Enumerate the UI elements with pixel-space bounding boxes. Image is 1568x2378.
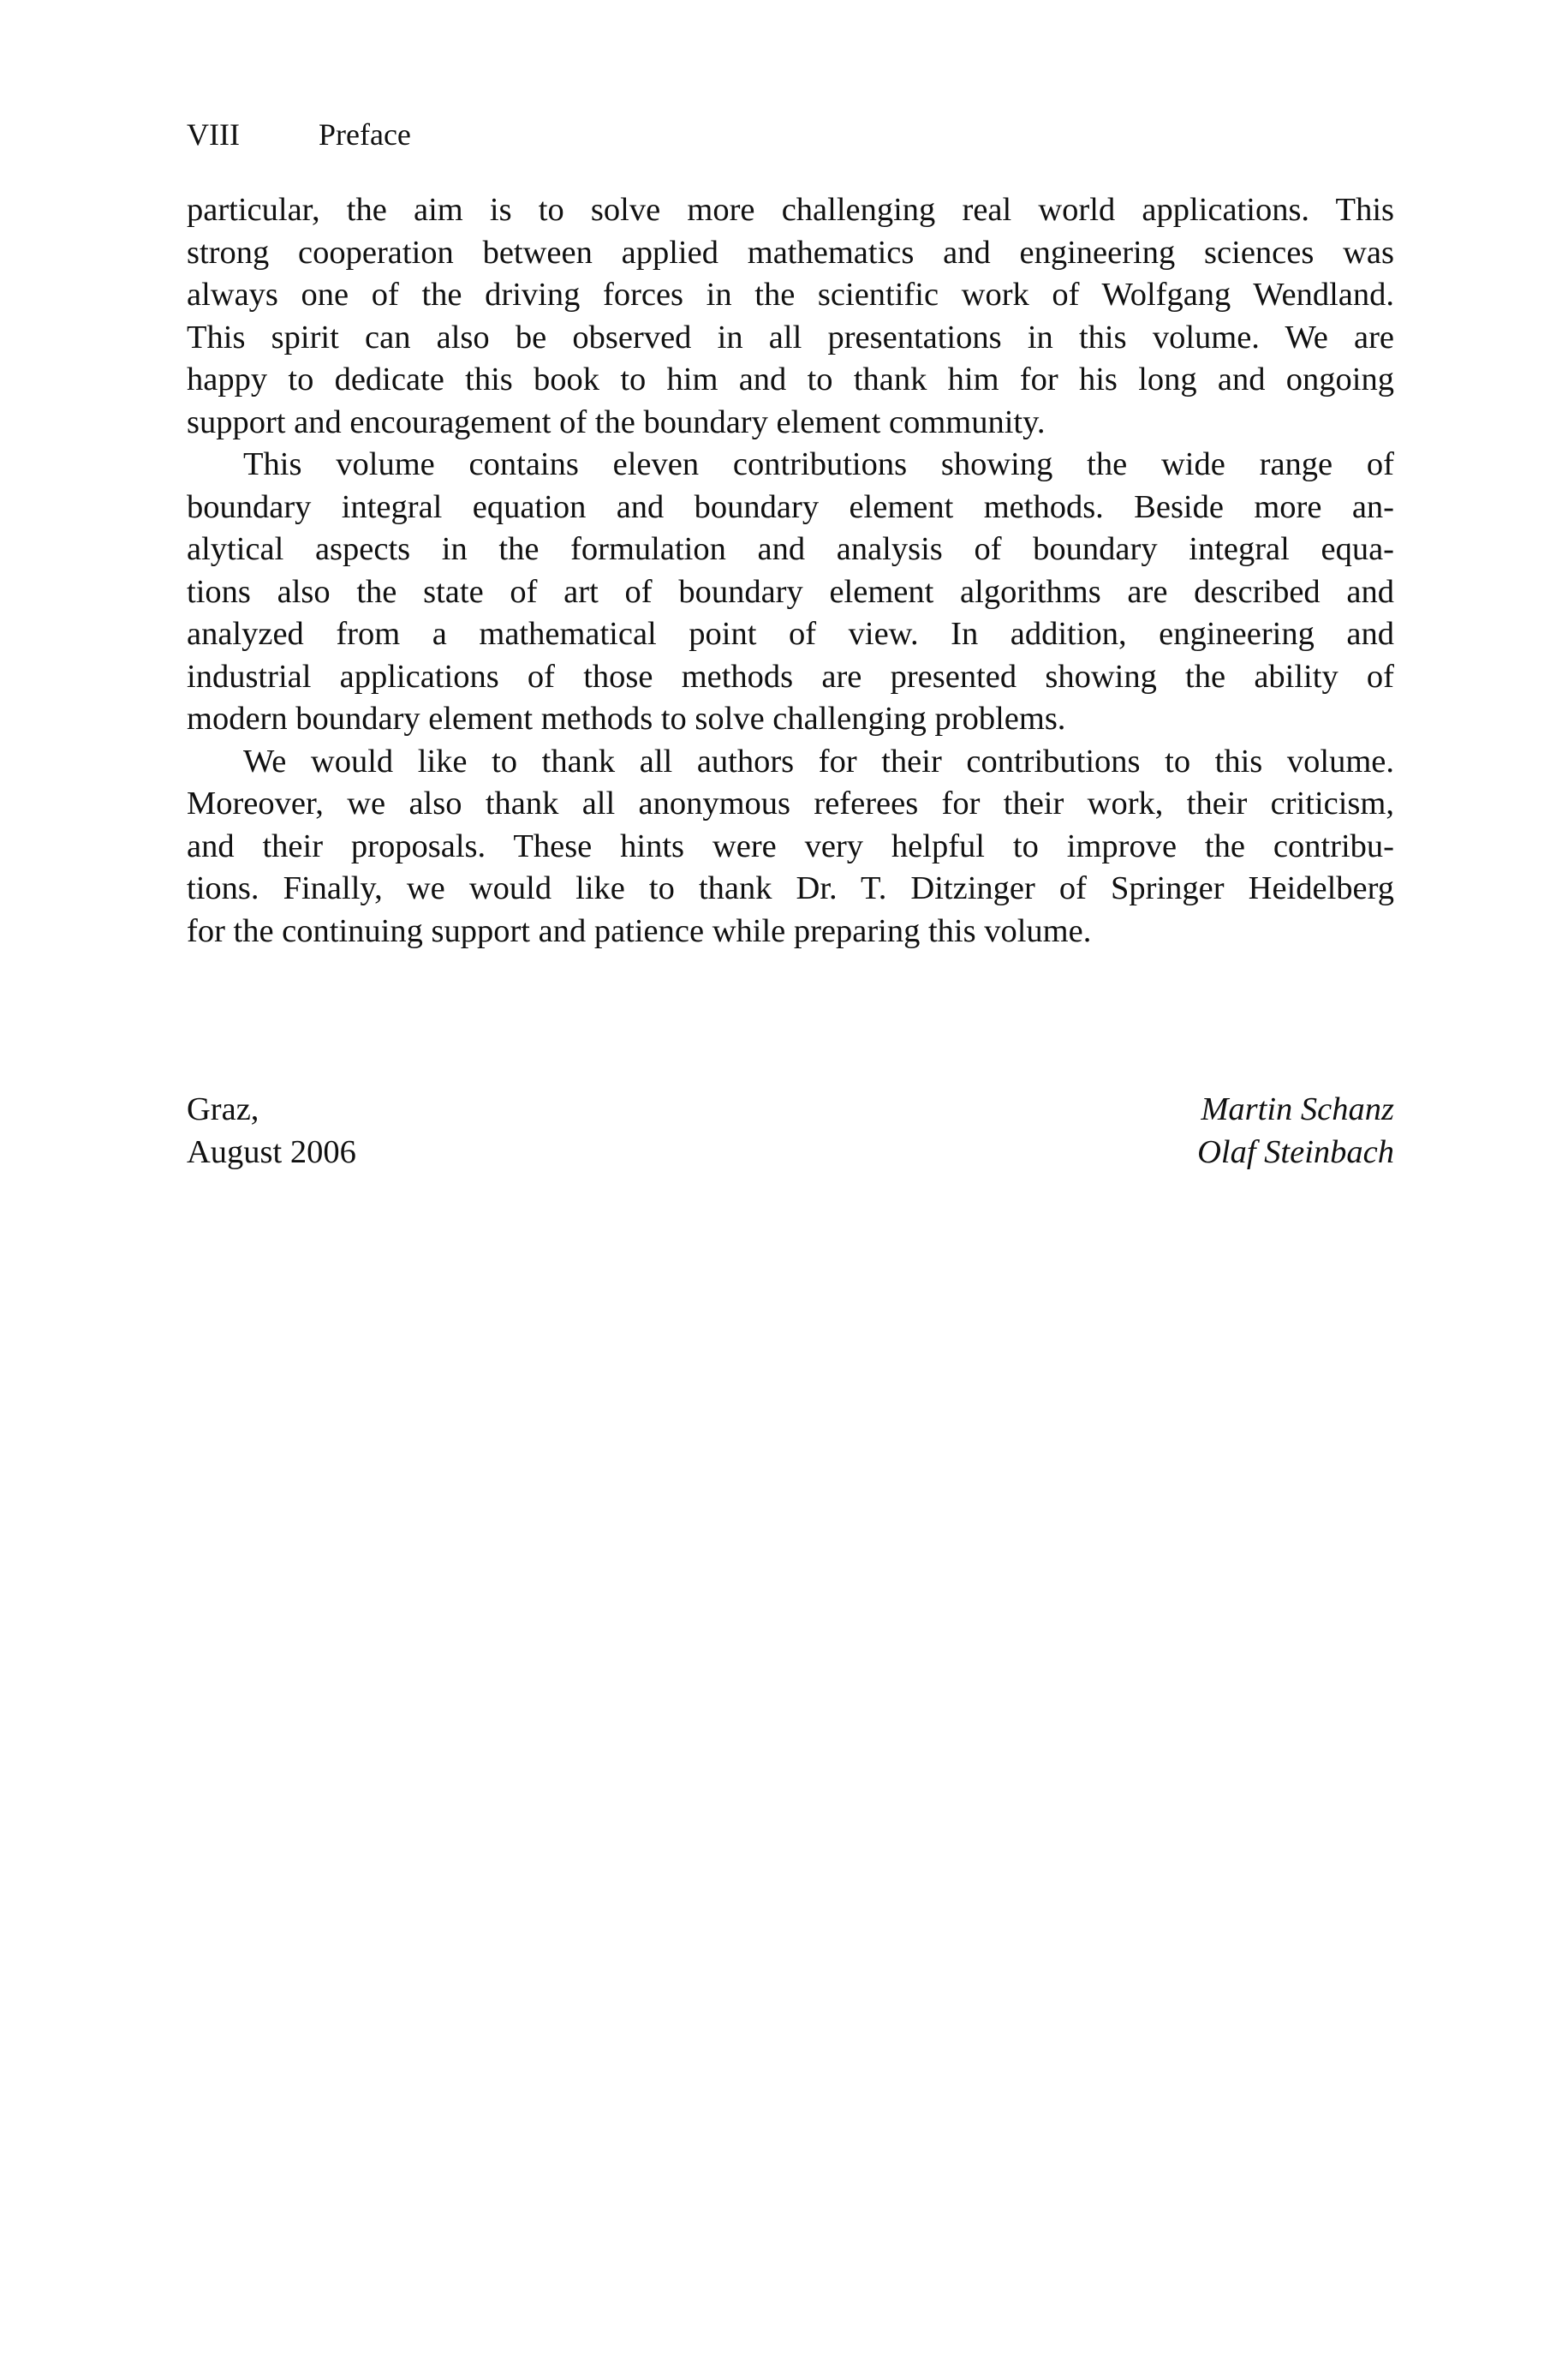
text-line: We would like to thank all authors for their contributions to this volume.	[243, 743, 1394, 780]
text-line: industrial applications of those methods are presented showing the ability of	[187, 658, 1394, 695]
text-line: This volume contains eleven contributions showing the wide range of	[243, 446, 1394, 482]
author-name: Olaf Steinbach	[1197, 1134, 1394, 1170]
signature-block	[187, 1088, 1394, 1174]
text-line: modern boundary element methods to solve challenging problems.	[187, 701, 1066, 737]
page-number: VIII	[187, 117, 240, 152]
preface-body	[187, 189, 1394, 953]
text-line: tions. Finally, we would like to thank Dr. T. Ditzinger of Springer Heidelberg	[187, 870, 1394, 906]
paragraph	[187, 741, 1394, 953]
text-line: and their proposals. These hints were very helpful to improve the contribu-	[187, 828, 1394, 864]
signature-date: August 2006	[187, 1134, 356, 1170]
text-line: happy to dedicate this book to him and to thank him for his long and ongoing	[187, 361, 1394, 397]
paragraph	[187, 189, 1394, 444]
text-line: always one of the driving forces in the scientific work of Wolfgang Wendland.	[187, 277, 1394, 313]
text-line: alytical aspects in the formulation and analysis of boundary integral equa-	[187, 531, 1394, 567]
text-line: tions also the state of art of boundary element algorithms are described and	[187, 573, 1394, 610]
text-line: for the continuing support and patience while preparing this volume.	[187, 912, 1092, 949]
text-line: This spirit can also be observed in all presentations in this volume. We are	[187, 319, 1394, 356]
text-line: particular, the aim is to solve more challenging real world applications. This	[187, 192, 1394, 228]
running-header	[187, 117, 411, 152]
text-line: strong cooperation between applied mathematics and engineering sciences was	[187, 234, 1394, 271]
text-line: boundary integral equation and boundary element methods. Beside more an-	[187, 488, 1394, 525]
author-name: Martin Schanz	[1201, 1091, 1394, 1127]
paragraph	[187, 444, 1394, 741]
signature-place: Graz,	[187, 1091, 259, 1127]
text-line: support and encouragement of the boundary element community.	[187, 403, 1046, 440]
text-line: analyzed from a mathematical point of view. In addition, engineering and	[187, 616, 1394, 652]
running-title: Preface	[319, 117, 411, 152]
text-line: Moreover, we also thank all anonymous referees for their work, their criticism,	[187, 786, 1394, 822]
